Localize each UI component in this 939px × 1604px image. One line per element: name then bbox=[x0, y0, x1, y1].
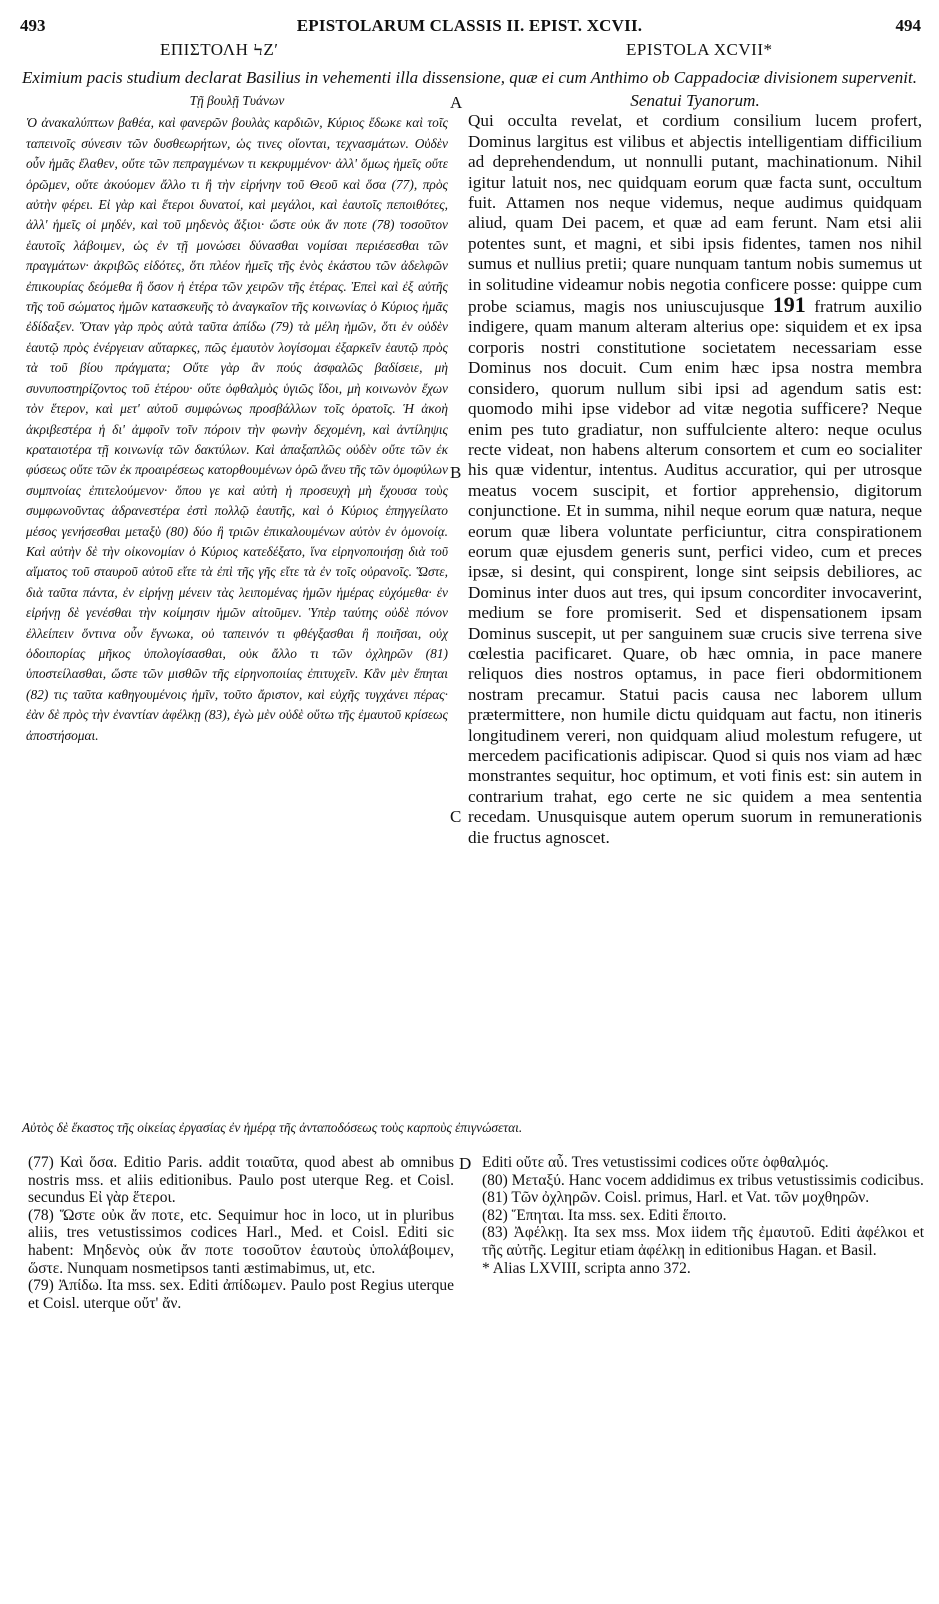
footnote: * Alias LXVIII, scripta anno 372. bbox=[482, 1259, 691, 1277]
greek-address: Τῇ βουλῇ Τυάνων bbox=[189, 93, 285, 108]
footnotes bbox=[14, 1154, 925, 1312]
greek-final-line: Αὐτὸς δὲ ἕκαστος τῆς οἰκείας ἐργασίας ἐν ἡμέρᾳ τῆς ἀνταποδόσεως τοὺς καρποὺς ἐπιγνώσεται. bbox=[22, 1120, 523, 1135]
footnote: (83) Ἀφέλκῃ. Ita sex mss. Mox iidem τῆς ἐμαυτοῦ. Editi ἀφέλκοι et τῆς αὐτῆς. Legitur etiam ἀφέλκῃ in editionibus Hagan. et Basil. bbox=[482, 1224, 924, 1259]
footnotes-left bbox=[28, 1154, 454, 1312]
page-number-right: 494 bbox=[895, 16, 921, 35]
greek-text: Ὁ ἀνακαλύπτων βαθέα, καὶ φανερῶν βουλὰς καρδιῶν, Κύριος ἔδωκε καὶ τοῖς ταπεινοῖς σύνεσιν τῶν δυσθεωρήτων, ὡς τινες οἴονται, τεχνασμάτων. Οὐδὲν οὖν ἡμᾶς ἔλαθεν, οὔτε τῶν πεπραγμένων τι κεκρυμμένον· ἀλλ' ὅμως ἡμεῖς οὔτε ὁρῶμεν, οὔτε ἀκούομεν ἄλλο τι ἢ τὴν εἰρήνην τοῦ Θεοῦ καὶ ὅσα (77), πρὸς αὐτὴν φέρει. Εἰ γὰρ καὶ ἕτεροι δυνατοί, καὶ μεγάλοι, καὶ ἑαυτοῖς πεποιθότες, ἀλλ' ἡμεῖς οἱ μηδέν, καὶ τοῦ μηδενὸς ἄξιοι· ὥστε οὐκ ἄν ποτε (78) τοσοῦτον ἑαυτοῖς λάβοιμεν, ὡς ἐν τῇ μονώσει δύνασθαι νομίσαι περιέσεσθαι τῶν πραγμάτων· ἀκριβῶς εἰδότες, ὅτι πλέον ἡμεῖς τῆς ἑνὸς ἑκάστου τῶν ἀδελφῶν ἐπικουρίας δεόμεθα ἢ ὅσον ἡ ἑτέρα τῶν χειρῶν τῆς ἑτέρας. Ἐπεὶ καὶ ἐξ αὐτῆς τῆς τοῦ σώματος ἡμῶν κατασκευῆς τὸ ἀναγκαῖον τῆς κοινωνίας ὁ Κύριος ἡμᾶς ἐδίδαξεν. Ὅταν γὰρ πρὸς αὐτὰ ταῦτα ἀπίδω (79) τὰ μέλη ἡμῶν, ὅτι ἐν οὐδὲν ἑαυτῷ πρὸς ἐνέργειαν αὔταρκες, πῶς ἐμαυτὸν λογίσομαι ἐξαρκεῖν ἑαυτῷ πρὸς τὰ τοῦ βίου πράγματα; Οὔτε γὰρ ἂν πούς ἀσφαλῶς βαδίσειε, μὴ συνυποστηρίζοντος τοῦ ἑτέρου· οὔτε ὀφθαλμὸς ὑγιῶς ἴδοι, μὴ κοινωνὸν ἔχων τὸν ἕτερον, καὶ μετ' αὐτοῦ συμφώνως προσβάλλων τοῖς ὁρατοῖς. Ἡ ἀκοὴ ἀκριβεστέρα ἡ δι' ἀμφοῖν τοῖν πόροιν τὴν φωνὴν δεχομένη, καὶ ἀντίληψις κραταιοτέρα τῇ κοινωνίᾳ τῶν δακτύλων. Καὶ ἁπαξαπλῶς οὐδὲν οὔτε τῶν ἐκ φύσεως οὔτε τῶν ἐκ προαιρέσεως κατορθουμένων ὁρῶ ἄνευ τῆς τῶν ὁμοφύλων συμπνοίας ἐπιτελούμενον· ὅπου γε καὶ αὐτὴ ἡ προσευχὴ μὴ ἔχουσα τοὺς συμφωνοῦντας ἀδρανεστέρα ἐστὶ πολλῷ ἑαυτῆς, καὶ ὁ Κύριος ἐπηγγείλατο μέσος γενήσεσθαι μεταξὺ (80) δύο ἢ τριῶν ἐπικαλουμένων αὐτὸν ἐν ὁμονοίᾳ. Καὶ αὐτὴν δὲ τὴν οἰκονομίαν ὁ Κύριος κατεδέξατο, ἵνα εἰρηνοποιήσῃ διὰ τοῦ αἵματος τοῦ σταυροῦ αὐτοῦ εἴτε τὰ ἐπὶ τῆς γῆς εἴτε τὰ ἐν τοῖς οὐρανοῖς. Ὥστε, διὰ ταῦτα πάντα, ἐν εἰρήνῃ μένειν τὰς λειπομένας ἡμῶν ἡμέρας εὐχόμεθα· ἐν εἰρήνῃ δὲ γενέσθαι τὴν κοίμησιν ἡμῶν αἰτοῦμεν. Ὑπὲρ ταύτης οὐδὲ πόνον ἐλλείπειν ὅντινα οὖν ἔγνωκα, οὐ ταπεινόν τι φθέγξασθαι ἢ ποιῆσαι, οὐχ ὁδοιπορίας μῆκος ὑπολογίσασθαι, οὐκ ἄλλο τι τῶν ὀχληρῶν (81) ὑποστείλασθαι, ὥστε τῶν μισθῶν τῆς εἰρηνοποιίας ἐπιτυχεῖν. Κἂν μὲν ἕπηται (82) τις ταῦτα καθηγουμένοις ἡμῖν, τοῦτο ἄριστον, καὶ εὐχῆς τυγχάνει πέρας· ἐὰν δὲ πρὸς τὴν ἐναντίαν ἀφέλκῃ (83), ἐγὼ μὲν οὐδὲ οὕτω τῆς ἐμαυτοῦ κρίσεως ἀποστήσομαι. bbox=[26, 115, 448, 743]
running-title: EPISTOLARUM CLASSIS II. EPIST. XCVII. bbox=[296, 16, 643, 35]
greek-column bbox=[26, 91, 448, 746]
footnote: Editi οὔτε αὖ. Tres vetustissimi codices οὔτε ὀφθαλμός. bbox=[482, 1154, 829, 1171]
margin-marker-c: C bbox=[450, 807, 462, 826]
footnote: (79) Ἀπίδω. Ita mss. sex. Editi ἀπίδωμεν. Paulo post Regius uterque et Coisl. uterque οὔτ' ἄν. bbox=[28, 1277, 454, 1312]
footnote: (80) Μεταξύ. Hanc vocem addidimus ex tribus vetustissimis codicibus. bbox=[482, 1171, 924, 1189]
letter-summary: Eximium pacis studium declarat Basilius in vehementi illa dissensione, quæ ei cum Anthimo ob Cappadociæ divisionem supervenit. bbox=[22, 68, 917, 87]
latin-address: Senatui Tyanorum. bbox=[630, 91, 760, 110]
footnotes-right bbox=[482, 1154, 924, 1277]
footnote: (78) Ὥστε οὐκ ἄν ποτε, etc. Sequimur hoc in loco, ut in pluribus aliis, tres vetustissimos codices Harl., Med. et Coisl. Editi sic habent: Μηδενὸς οὐκ ἄν ποτε τοσοῦτον ἑαυτοὺς ὑπολάβοιμεν, ὥστε. Nunquam nosmetipsos tanti æstimabimus, ut, etc. bbox=[28, 1206, 454, 1277]
footnote: (81) Τῶν ὀχληρῶν. Coisl. primus, Harl. et Vat. τῶν μοχθηρῶν. bbox=[482, 1189, 870, 1207]
latin-text-part-1: Qui occulta revelat, et cordium consilium lucem profert, Dominus largitus est vilibus et abjectis intelligentiam difficilium ad deprehendendum, ut nonnulli putant, machinationum. Nihil igitur latuit nos, nec quidquam eorum quæ facta sunt, occultum fuit. Attamen nos neque videmus, neque audimus quidquam aliud, quam Dei pacem, et quæ ad eam ferunt. Nam etsi alii potentes sunt, et magni, et sibi ipsis fidentes, tamen nos nihil sumus et nullius pretii; quare nunquam tantum nobis sumemus ut in solitudine videamur nobis negotia conficere posse: quippe cum probe sciamus, magis nos uniuscujusque bbox=[468, 111, 922, 317]
margin-marker-a: A bbox=[450, 93, 463, 112]
page-marker: 191 bbox=[772, 292, 806, 318]
footnote: (82) Ἕπηται. Ita mss. sex. Editi ἕποιτο. bbox=[482, 1206, 727, 1224]
margin-marker-b: B bbox=[450, 463, 462, 482]
letter-heading bbox=[14, 38, 925, 66]
margin-marker-d: D bbox=[459, 1154, 472, 1173]
page bbox=[14, 14, 925, 1312]
latin-text-part-2: fratrum auxilio indigere, quam manum alteram alterius ope: siquidem et ex ipsa corporis nostri constitutione societatem necessariam esse Dominus nos docuit. Cum enim hæc ipsa nostra membra considero, quorum nullum sibi ipsi ad agendum satis est: quomodo mihi ipse videbor ad vitæ negotia sufficere? Neque enim pes tuto gradiatur, non suffulciente altero: neque oculus recte videat, non habens alterum consortem et cum eo socialiter his quæ videntur, intentus. Auditus accuratior, qui per utrosque meatus vocem suscipit, et fortior apprehensio, digitorum conjunctione. Et in summa, nihil neque eorum quæ natura, neque eorum quæ libera voluntate perficiuntur, citra conspirationem eorum quæ ejusdem generis sunt, perfici video, cum et preces ipsæ, si desint, qui conspirent, longe sint seipsis debiliores, ac Dominus inter duos aut tres, qui ipsum concorditer invocaverint, medium se fore promiserit. Sed et dispensationem ipsam Dominus suscepit, ut per sanguinem suæ crucis sive terrena sive cœlestia pacificaret. Quare, ob hæc omnia, in pace manere reliquos dies nostros optamus, in pace fieri obdormitionem nostram precamur. Statui pacis causa nec laborem ullum prætermittere, non humile dictu quidquam aut factu, non itineris longitudinem vereri, non quidquam aliud molestum refugere, ut mercedem pacificationis adipiscar. Quod si quis nos viam ad hæc monstrantes sequitur, hoc optimum, et voti finis est: sin autem in contrarium trahat, ego certe ne sic quidem a mea sententia recedam. Unusquisque autem operum suorum in remunerationis die fructus agnoscet. bbox=[468, 297, 923, 847]
letter-heading-latin: EPISTOLA XCVII* bbox=[626, 40, 773, 59]
latin-column bbox=[468, 91, 922, 848]
text-columns bbox=[14, 91, 925, 1191]
letter-heading-greek: ΕΠΙΣΤΟΛΗ ϞΖʹ bbox=[160, 40, 279, 59]
latin-text bbox=[468, 111, 922, 848]
page-number-left: 493 bbox=[20, 16, 46, 35]
footnote: (77) Καὶ ὅσα. Editio Paris. addit τοιαῦτα, quod abest ab omnibus nostris mss. et aliis editionibus. Paulo post uterque Reg. et Coisl. secundus Εἰ γὰρ ἕτεροι. bbox=[28, 1154, 454, 1207]
running-head bbox=[14, 14, 925, 38]
